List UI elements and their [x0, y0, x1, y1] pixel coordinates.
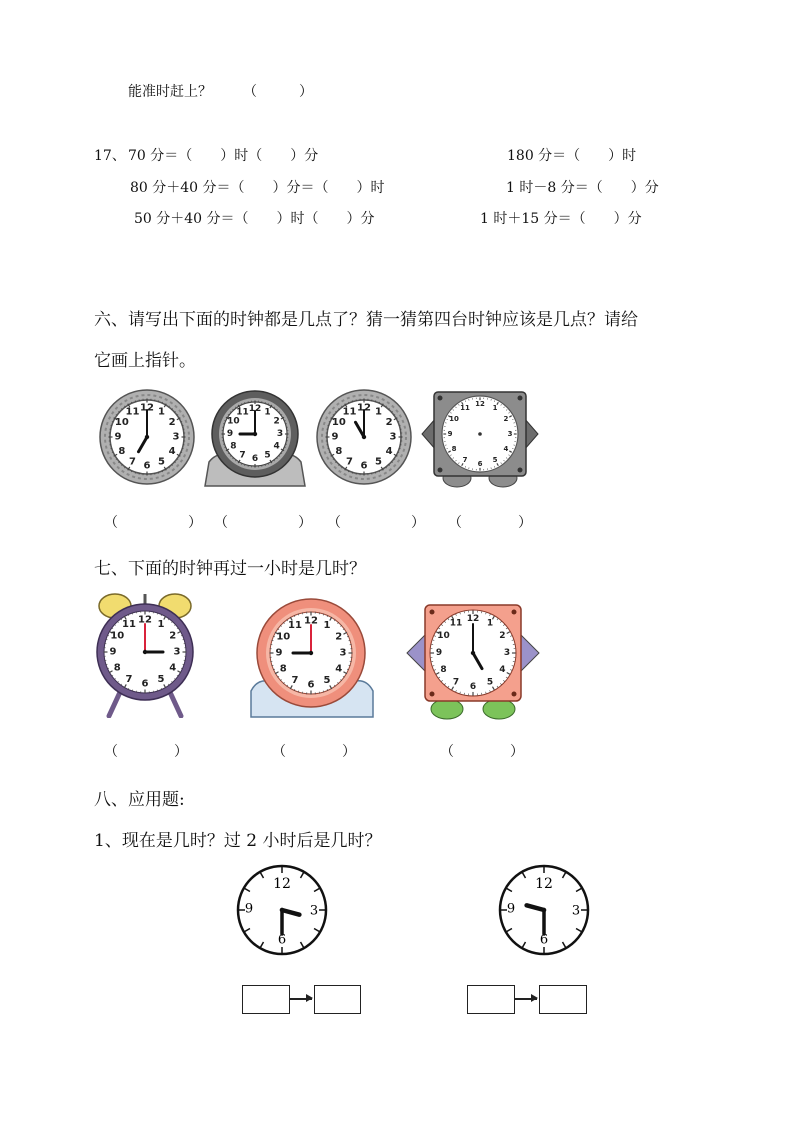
numeral-9: 9	[506, 901, 516, 917]
clock-numeral: 1	[157, 618, 165, 630]
clock-numeral: 12	[138, 614, 152, 626]
q16-answer-blank[interactable]: （ ）	[243, 84, 313, 100]
numeral-6: 6	[539, 932, 549, 948]
hand-pivot	[280, 908, 284, 912]
section6-title-line1: 六、请写出下面的时钟都是几点了？猜一猜第四台时钟应该是几点？请给	[94, 310, 638, 330]
clock-numeral: 2	[168, 417, 176, 428]
clock-numeral: 8	[335, 446, 343, 457]
clock-numeral: 1	[158, 406, 165, 418]
clock-numeral: 7	[239, 450, 246, 461]
numeral-12: 12	[535, 876, 553, 892]
clock-numeral: 2	[503, 415, 509, 423]
clock-numeral: 4	[273, 441, 280, 452]
clock-numeral: 10	[227, 416, 240, 427]
arrow-right-icon	[290, 998, 312, 1000]
clock-numeral: 3	[507, 430, 513, 438]
wall-clock-icon	[203, 388, 307, 488]
hand-pivot	[471, 651, 475, 655]
clock-numeral: 8	[451, 445, 457, 453]
clock-numeral: 2	[335, 631, 343, 643]
clock-numeral: 4	[168, 446, 176, 457]
clock-numeral: 8	[113, 662, 121, 674]
clock-numeral: 7	[346, 456, 353, 468]
clock-numeral: 4	[335, 663, 343, 675]
alarm-clock-icon	[93, 590, 197, 718]
numeral-12: 12	[273, 876, 291, 892]
clock-numeral: 7	[291, 675, 299, 687]
wall-clock-icon	[247, 597, 377, 721]
clock-numeral: 11	[122, 618, 136, 630]
section7-title: 七、下面的时钟再过一小时是几时？	[94, 559, 366, 579]
section7-answer-2[interactable]: （ ）	[272, 744, 356, 760]
clock-numeral: 1	[264, 407, 271, 418]
clock-numeral: 11	[125, 406, 140, 418]
clock-numeral: 2	[385, 417, 393, 428]
clock-numeral: 12	[140, 402, 154, 414]
clock-numeral: 8	[118, 446, 126, 457]
clock-numeral: 8	[279, 663, 287, 675]
clock-numeral: 5	[486, 677, 494, 688]
clock-numeral: 3	[339, 647, 347, 659]
clock-numeral: 5	[157, 674, 165, 686]
q17-row2-right: 1 时－8 分＝（ ）分	[506, 180, 659, 196]
clock-numeral: 6	[469, 682, 477, 692]
clock-numeral: 10	[437, 631, 450, 641]
clock-numeral: 8	[440, 665, 447, 675]
q17-row3-left: 50 分＋40 分＝（ ）时（ ）分	[134, 211, 375, 227]
clock-numeral: 5	[264, 450, 271, 461]
clock-numeral: 12	[466, 614, 480, 624]
square-clock-icon	[420, 388, 540, 490]
clock-numeral: 11	[288, 619, 302, 631]
clock-numeral: 12	[357, 402, 371, 414]
clock-numeral: 3	[173, 646, 181, 658]
round-clock-icon	[96, 388, 204, 488]
clock-numeral: 9	[435, 648, 443, 658]
hand-pivot	[143, 650, 147, 654]
clock-numeral: 9	[109, 646, 117, 658]
clock-numeral: 11	[449, 618, 463, 629]
section6-answer-3[interactable]: （ ）	[327, 515, 425, 531]
clock-numeral: 9	[275, 647, 283, 659]
clock-numeral: 6	[307, 679, 315, 691]
clock-numeral: 12	[475, 400, 485, 408]
clock-numeral: 9	[114, 431, 122, 443]
clock-numeral: 1	[375, 406, 382, 418]
clock-numeral: 2	[273, 416, 280, 427]
arrow-right-icon	[515, 998, 537, 1000]
clock-numeral: 5	[492, 455, 498, 464]
clock-numeral: 10	[110, 630, 125, 642]
clock-numeral: 6	[360, 460, 368, 472]
clock-numeral: 7	[462, 455, 468, 464]
clock-numeral: 8	[230, 441, 237, 452]
section8-title: 八、应用题:	[94, 790, 185, 810]
clock-numeral: 6	[477, 460, 483, 468]
clock-numeral: 3	[276, 429, 284, 439]
clock-numeral: 7	[129, 456, 136, 468]
answer-box-later-1[interactable]	[314, 985, 361, 1014]
clock-numeral: 11	[236, 407, 249, 418]
clock-numeral: 12	[248, 404, 262, 414]
q17-row2-left: 80 分＋40 分＝（ ）分＝（ ）时	[130, 180, 385, 196]
clock-numeral: 10	[331, 417, 346, 428]
round-clock-icon	[234, 864, 330, 960]
clock-numeral: 10	[276, 631, 291, 643]
answer-box-now-1[interactable]	[242, 985, 290, 1014]
clock-numeral: 4	[169, 662, 177, 674]
section6-answer-4[interactable]: （ ）	[448, 515, 532, 531]
q16-tail-text: 能准时赶上？	[128, 84, 212, 100]
clock-numeral: 3	[172, 431, 180, 443]
clock-numeral: 10	[114, 417, 129, 428]
round-clock-icon	[311, 387, 419, 487]
clock-numeral: 7	[125, 674, 133, 686]
clock-numeral: 9	[447, 430, 453, 438]
hand-pivot	[253, 432, 257, 436]
section6-answer-2[interactable]: （ ）	[214, 515, 312, 531]
clock-numeral: 7	[452, 677, 460, 688]
round-clock-icon	[496, 864, 592, 960]
numeral-3: 3	[309, 903, 319, 919]
clock-numeral: 2	[499, 631, 506, 641]
numeral-6: 6	[277, 932, 287, 948]
clock-numeral: 4	[503, 445, 509, 453]
q17-row1-right: 180 分＝（ ）时	[507, 148, 637, 164]
q17-number: 17、	[94, 148, 126, 164]
section7-answer-3[interactable]: （ ）	[440, 744, 524, 760]
square-clock-icon	[405, 603, 553, 721]
clock-numeral: 6	[251, 454, 259, 464]
section7-answer-1[interactable]: （ ）	[104, 744, 188, 760]
section6-title-line2: 它画上指针。	[94, 351, 196, 371]
clock-numeral: 1	[492, 404, 498, 413]
clock-numeral: 1	[486, 618, 494, 629]
answer-box-now-2[interactable]	[467, 985, 515, 1014]
numeral-9: 9	[244, 901, 254, 917]
clock-numeral: 6	[143, 460, 151, 472]
q17-row1-left: 70 分＝（ ）时（ ）分	[128, 148, 319, 164]
clock-numeral: 3	[389, 431, 397, 443]
clock-numeral: 4	[385, 446, 393, 457]
clock-numeral: 12	[304, 615, 318, 627]
clock-numeral: 11	[460, 404, 470, 413]
section6-answer-1[interactable]: （ ）	[104, 515, 202, 531]
clock-numeral: 2	[169, 630, 177, 642]
hand-pivot	[542, 908, 546, 912]
clock-numeral: 3	[503, 648, 511, 658]
clock-numeral: 6	[141, 678, 149, 690]
hand-pivot	[309, 651, 313, 655]
clock-numeral: 9	[226, 429, 234, 439]
q17-row3-right: 1 时＋15 分＝（ ）分	[480, 211, 642, 227]
hand-pivot	[145, 435, 149, 439]
clock-numeral: 9	[331, 431, 339, 443]
numeral-3: 3	[571, 903, 581, 919]
clock-numeral: 11	[342, 406, 357, 418]
answer-box-later-2[interactable]	[539, 985, 587, 1014]
clock-numeral: 5	[375, 456, 382, 468]
clock-numeral: 1	[323, 619, 331, 631]
clock-numeral: 4	[499, 665, 506, 675]
section8-question-1: 1、现在是几时？过 2 小时后是几时？	[94, 831, 382, 851]
clock-numeral: 5	[323, 675, 331, 687]
clock-numeral: 5	[158, 456, 165, 468]
hand-pivot	[362, 435, 366, 439]
clock-numeral: 10	[449, 415, 459, 423]
